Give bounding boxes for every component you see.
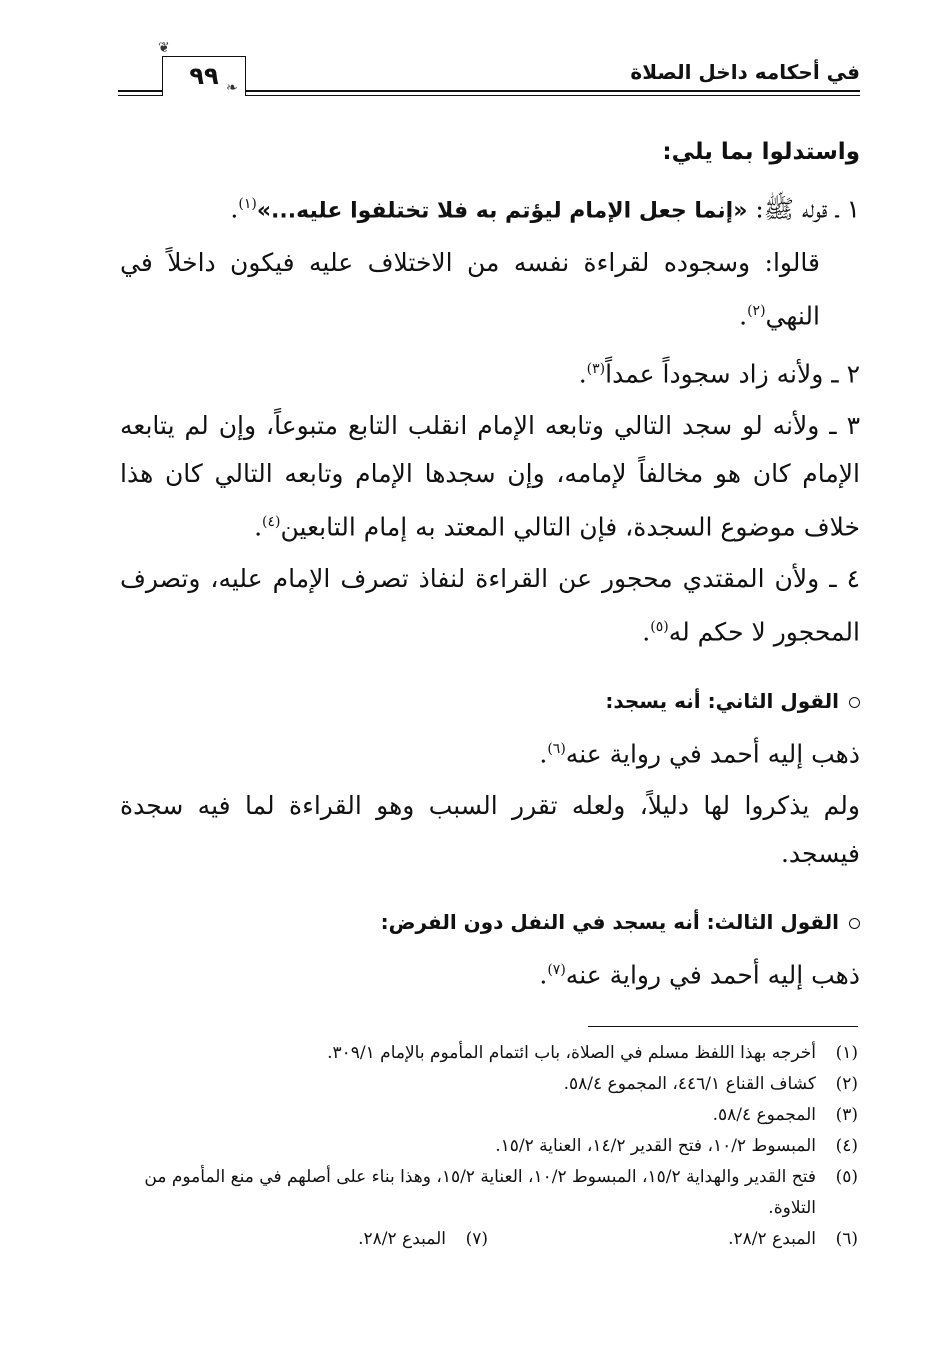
header-rule-left (118, 90, 162, 92)
footnote-text: أخرجه بهذا اللفظ مسلم في الصلاة، باب ائتمام المأموم بالإمام ٣٠٩/١. (327, 1043, 816, 1063)
ornament-icon: ❦ (158, 40, 170, 56)
header-rule (246, 90, 860, 92)
footnote-ref: (٧) (547, 961, 566, 978)
section-heading (120, 677, 860, 725)
period: . (230, 194, 239, 224)
footnote (118, 1224, 488, 1255)
footnote-text: فتح القدير والهداية ١٥/٢، المبسوط ١٠/٢، العناية ١٥/٢، وهذا بناء على أصلهم في منع المأموم من التلاوة. (144, 1167, 816, 1218)
footnote-ref: (٦) (547, 740, 566, 757)
footnote-number: (٣) (835, 1105, 858, 1125)
paragraph (120, 239, 860, 340)
footnote-ref: (١) (238, 196, 257, 212)
footnote-number: (٥) (835, 1167, 858, 1187)
footnote-separator (588, 1026, 858, 1027)
paragraph-text: ٣ ـ ولأنه لو سجد التالي وتابعه الإمام انقلب التابع متبوعاً، وإن لم يتابعه الإمام كان هو مخالفاً لإمامه، وإن سجدها الإمام وتابعه التالي كان هذا خلاف موضوع السجدة، فإن التالي المعتد به إمام التابعين (120, 410, 860, 542)
paragraph (120, 180, 860, 235)
footnote-text: المجموع ٥٨/٤. (712, 1105, 816, 1125)
footnote (118, 1100, 858, 1131)
period: . (739, 301, 748, 331)
footnote-number: (٢) (835, 1074, 858, 1094)
spacer (120, 882, 860, 898)
footnote-number: (٦) (835, 1229, 858, 1249)
footnote (118, 1038, 858, 1069)
footnote-text: المبدع ٢٨/٢. (728, 1229, 816, 1249)
paragraph-text: ذهب إليه أحمد في رواية عنه (565, 738, 860, 768)
paragraph (120, 128, 860, 176)
footnote-text: المبسوط ١٠/٢، فتح القدير ١٤/٢، العناية ١٥/٢. (495, 1136, 816, 1156)
footnote-number: (٧) (465, 1229, 488, 1249)
hadith-quote: «إنما جعل الإمام ليؤتم به فلا تختلفوا عليه...» (256, 198, 748, 224)
footnote-number: (٤) (835, 1136, 858, 1156)
paragraph-text: ذهب إليه أحمد في رواية عنه (565, 960, 860, 990)
header-rule-left-thin (118, 95, 162, 96)
ornament-icon: ❧ (226, 80, 238, 96)
chapter-title: في أحكامه داخل الصلاة (630, 60, 860, 84)
period: . (254, 512, 263, 542)
footnote-ref: (٣) (586, 360, 606, 377)
paragraph-text: قالوا: وسجوده لقراءة نفسه من الاختلاف عليه فيكون داخلاً في النهي (120, 248, 820, 331)
spacer (120, 661, 860, 677)
paragraph (120, 402, 860, 551)
footnote-ref: (٢) (747, 303, 766, 320)
page-number: ٩٩ (189, 62, 219, 90)
footnote (118, 1131, 858, 1162)
point-number: ١ ـ قوله ﷺ: (747, 194, 860, 224)
paragraph (120, 555, 860, 656)
section-heading (120, 898, 860, 946)
footnote-ref: (٤) (262, 513, 281, 530)
paragraph (120, 782, 860, 878)
footnote-text: المبدع ٢٨/٢. (358, 1229, 446, 1249)
paragraph (120, 725, 860, 778)
footnote-ref: (٥) (650, 619, 669, 636)
heading-text: القول الثاني: أنه يسجد: (605, 688, 839, 713)
circle-bullet-icon (849, 918, 860, 929)
header-rule-thin (246, 95, 860, 96)
footnote-number: (١) (835, 1043, 858, 1063)
footnote-text: كشاف القناع ٤٤٦/١، المجموع ٥٨/٤. (563, 1074, 816, 1094)
lead-in-text: واستدلوا بما يلي: (662, 139, 860, 165)
footnote-row (118, 1224, 858, 1255)
period: . (578, 358, 587, 388)
heading-text: القول الثالث: أنه يسجد في النفل دون الفرض: (380, 909, 839, 934)
footnote (488, 1224, 858, 1255)
footnote (118, 1162, 858, 1224)
running-header (118, 40, 860, 102)
main-text (120, 128, 860, 1003)
circle-bullet-icon (849, 697, 860, 708)
paragraph-text: ٤ ـ ولأن المقتدي محجور عن القراءة لنفاذ تصرف الإمام عليه، وتصرف المحجور لا حكم له (120, 564, 860, 647)
period: . (539, 738, 548, 768)
paragraph-text: ولم يذكروا لها دليلاً، ولعله تقرر السبب وهو القراءة لما فيه سجدة فيسجد. (120, 790, 860, 868)
footnotes (118, 1038, 858, 1255)
paragraph (120, 345, 860, 398)
paragraph (120, 946, 860, 999)
period: . (539, 960, 548, 990)
period: . (642, 617, 651, 647)
footnote (118, 1069, 858, 1100)
paragraph-text: ٢ ـ ولأنه زاد سجوداً عمداً (605, 358, 860, 388)
